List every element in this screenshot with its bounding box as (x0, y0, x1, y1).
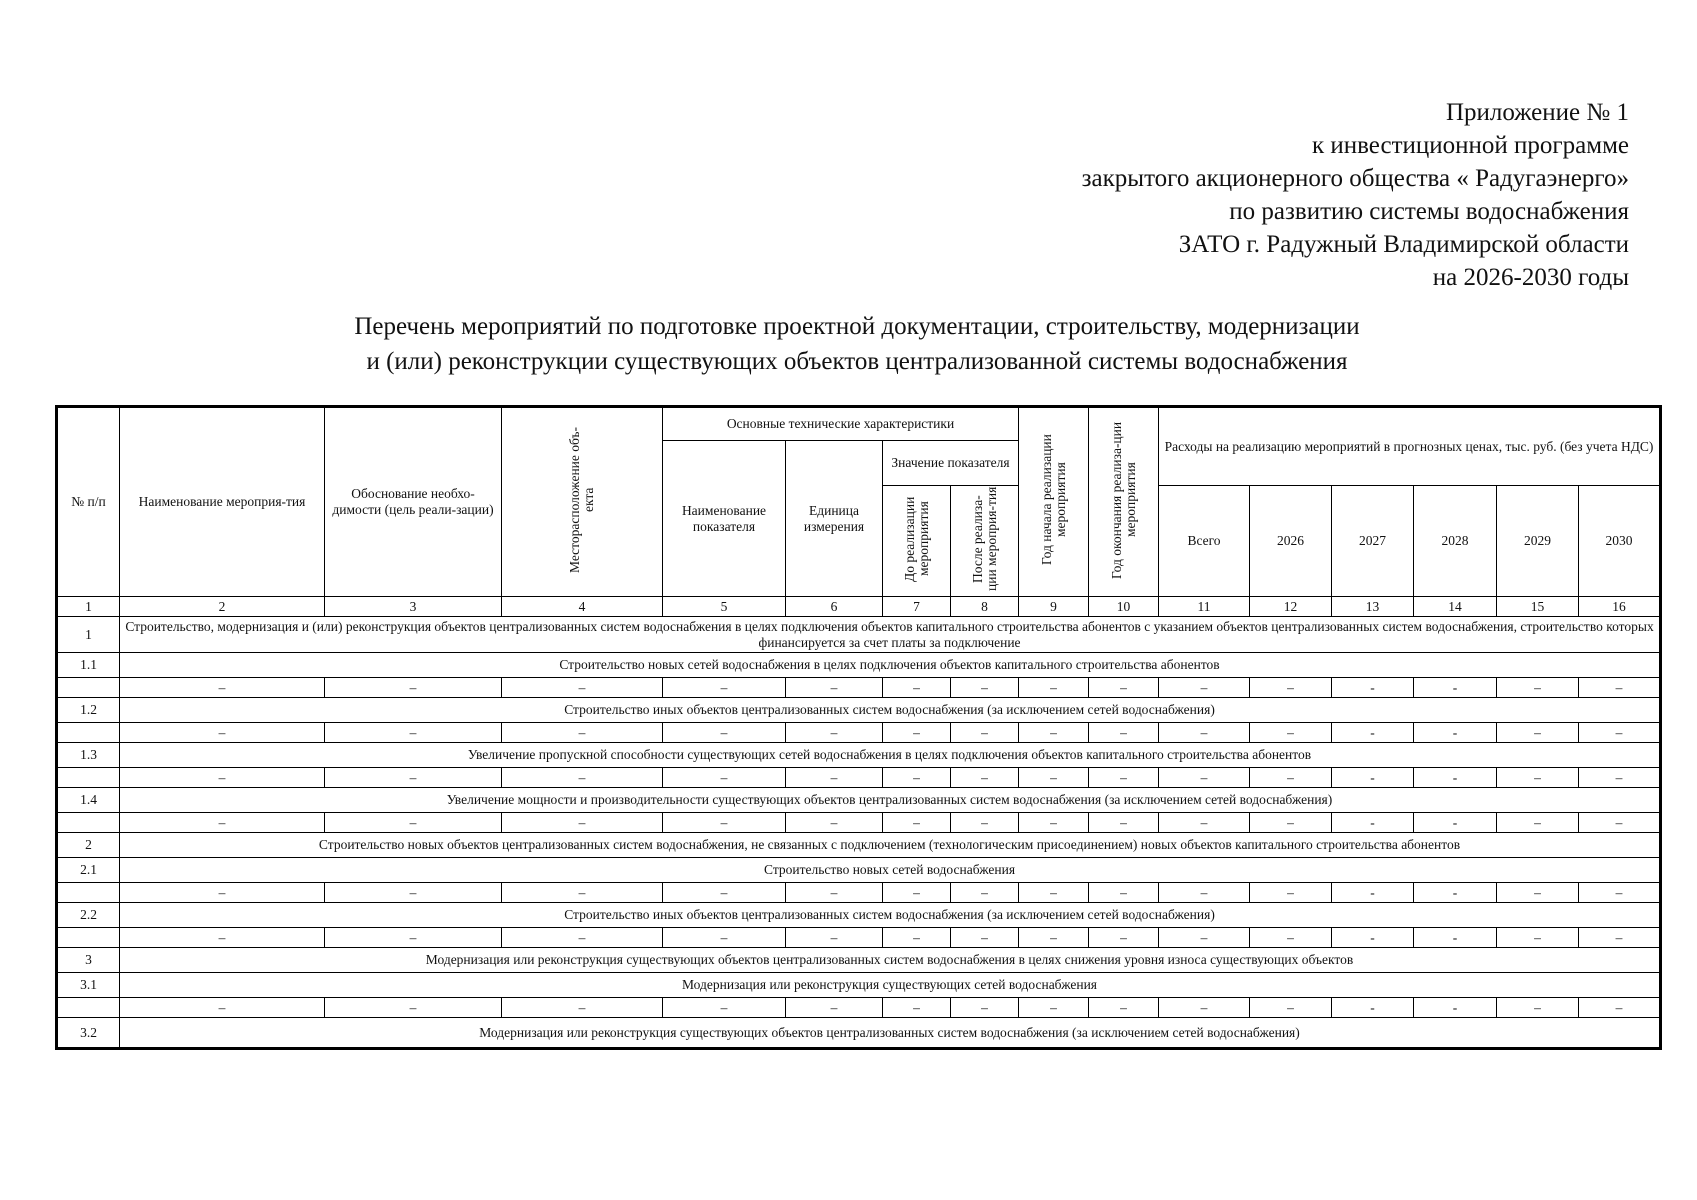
empty-cell: – (951, 928, 1019, 948)
empty-cell: – (1089, 813, 1159, 833)
empty-cell: – (1159, 678, 1250, 698)
empty-cell: – (120, 928, 325, 948)
empty-cell: – (120, 678, 325, 698)
empty-cell: – (951, 723, 1019, 743)
header-2029: 2029 (1497, 486, 1579, 597)
empty-cell: – (1019, 723, 1089, 743)
empty-cell: – (1250, 883, 1332, 903)
column-number: 2 (120, 597, 325, 617)
empty-cell: – (951, 813, 1019, 833)
section-row (58, 833, 1660, 858)
empty-cell: – (1250, 768, 1332, 788)
empty-cell (58, 883, 120, 903)
annex-line: по развитию системы водоснабжения (1229, 198, 1629, 225)
empty-cell: – (951, 678, 1019, 698)
empty-cell: – (1497, 813, 1579, 833)
empty-cell (58, 998, 120, 1018)
empty-cell: – (502, 723, 663, 743)
header-justification: Обоснование необхо-димости (цель реали-зации) (325, 408, 502, 597)
empty-cell: – (786, 723, 883, 743)
section-number: 2.2 (58, 903, 120, 928)
empty-cell: - (1332, 928, 1414, 948)
header-2026: 2026 (1250, 486, 1332, 597)
annex-line: Приложение № 1 (1445, 99, 1629, 126)
section-number: 1.1 (58, 653, 120, 678)
section-title: Модернизация или реконструкция существующих объектов централизованных систем водоснабжения в целях снижения уровня износа существующих объектов (120, 948, 1660, 973)
section-number: 2 (58, 833, 120, 858)
empty-cell: – (1159, 998, 1250, 1018)
empty-cell: – (786, 678, 883, 698)
empty-cell: – (951, 883, 1019, 903)
empty-cell: – (1497, 928, 1579, 948)
empty-cell: - (1332, 768, 1414, 788)
empty-row (58, 998, 1660, 1018)
section-title: Строительство иных объектов централизованных систем водоснабжения (за исключением сетей водоснабжения) (120, 698, 1660, 723)
header-before-text: До реализации мероприятия (901, 496, 931, 582)
empty-cell: – (1159, 883, 1250, 903)
column-number: 1 (58, 597, 120, 617)
column-number: 8 (951, 597, 1019, 617)
section-number: 3.2 (58, 1018, 120, 1048)
column-number: 11 (1159, 597, 1250, 617)
header-num: № п/п (58, 408, 120, 597)
section-row (58, 698, 1660, 723)
empty-cell: – (120, 768, 325, 788)
column-number: 9 (1019, 597, 1089, 617)
header-indicator-value: Значение показателя (883, 441, 1019, 486)
annex-line: ЗАТО г. Радужный Владимирской области (1178, 231, 1629, 258)
empty-row (58, 768, 1660, 788)
empty-row (58, 883, 1660, 903)
header-name: Наименование мероприя-тия (120, 408, 325, 597)
empty-cell: - (1332, 813, 1414, 833)
empty-cell: – (325, 813, 502, 833)
empty-cell: – (120, 723, 325, 743)
empty-cell: – (1497, 998, 1579, 1018)
empty-cell: – (883, 998, 951, 1018)
section-title: Строительство новых объектов централизованных систем водоснабжения, не связанных с подключением (технологическим присоединением) новых объектов капитального строительства абонентов (120, 833, 1660, 858)
section-number: 1.2 (58, 698, 120, 723)
empty-cell: – (325, 678, 502, 698)
empty-cell: – (1497, 723, 1579, 743)
section-title: Строительство новых сетей водоснабжения в целях подключения объектов капитального строительства абонентов (120, 653, 1660, 678)
empty-cell: – (663, 928, 786, 948)
empty-cell: – (786, 768, 883, 788)
annex-header (1082, 96, 1629, 294)
empty-cell: – (120, 813, 325, 833)
empty-cell: – (1250, 678, 1332, 698)
empty-cell: - (1332, 883, 1414, 903)
empty-cell: – (951, 768, 1019, 788)
column-number: 3 (325, 597, 502, 617)
header-costs: Расходы на реализацию мероприятий в прогнозных ценах, тыс. руб. (без учета НДС) (1159, 408, 1660, 486)
empty-cell: – (1019, 928, 1089, 948)
empty-cell: – (1497, 768, 1579, 788)
empty-cell: – (325, 928, 502, 948)
empty-cell: – (883, 768, 951, 788)
annex-line: на 2026-2030 годы (1432, 264, 1629, 291)
empty-cell: – (663, 723, 786, 743)
empty-cell: – (1019, 768, 1089, 788)
section-row (58, 788, 1660, 813)
empty-cell: – (1159, 813, 1250, 833)
empty-cell: - (1332, 678, 1414, 698)
header-year-end-text: Год окончания реализа-ции мероприятия (1108, 421, 1138, 579)
empty-cell: - (1414, 883, 1497, 903)
section-title: Увеличение мощности и производительности существующих объектов централизованных систем водоснабжения (за исключением сетей водоснабжения) (120, 788, 1660, 813)
section-number: 1 (58, 617, 120, 653)
title-line-2: и (или) реконструкции существующих объектов централизованной системы водоснабжения (366, 348, 1348, 375)
column-number: 15 (1497, 597, 1579, 617)
empty-cell: – (1579, 678, 1660, 698)
section-number: 1.4 (58, 788, 120, 813)
empty-cell: – (325, 723, 502, 743)
empty-cell: – (120, 998, 325, 1018)
empty-cell: – (663, 813, 786, 833)
column-number: 14 (1414, 597, 1497, 617)
empty-cell: – (1579, 723, 1660, 743)
column-number: 10 (1089, 597, 1159, 617)
header-total: Всего (1159, 486, 1250, 597)
section-title: Строительство, модернизация и (или) реконструкция объектов централизованных систем водоснабжения в целях подключения объектов капитального строительства абонентов с указанием объектов централизованных систем водоснабжения, строительство которых финансируется за счет платы за подключение (120, 617, 1660, 653)
header-2027: 2027 (1332, 486, 1414, 597)
column-number: 6 (786, 597, 883, 617)
header-year-end (1089, 408, 1159, 597)
column-number: 12 (1250, 597, 1332, 617)
empty-cell (58, 723, 120, 743)
empty-cell: – (1019, 883, 1089, 903)
empty-cell: – (1579, 883, 1660, 903)
empty-cell: – (1019, 813, 1089, 833)
empty-cell: – (786, 998, 883, 1018)
empty-cell: – (502, 813, 663, 833)
empty-row (58, 928, 1660, 948)
empty-cell: - (1414, 998, 1497, 1018)
empty-cell: – (325, 768, 502, 788)
empty-cell: – (1579, 998, 1660, 1018)
empty-cell (58, 813, 120, 833)
empty-cell: – (1250, 928, 1332, 948)
empty-cell: – (1019, 678, 1089, 698)
title-line-1: Перечень мероприятий по подготовке проектной документации, строительству, модернизации (354, 313, 1360, 340)
column-number: 13 (1332, 597, 1414, 617)
empty-cell: - (1414, 723, 1497, 743)
empty-cell: – (1089, 883, 1159, 903)
section-row (58, 903, 1660, 928)
empty-cell: – (663, 998, 786, 1018)
empty-cell: – (1497, 883, 1579, 903)
column-number: 16 (1579, 597, 1660, 617)
section-row (58, 617, 1660, 653)
column-number: 5 (663, 597, 786, 617)
header-after-text: После реализа-ции мероприя-тия (969, 486, 999, 592)
header-2028: 2028 (1414, 486, 1497, 597)
empty-cell: – (883, 723, 951, 743)
header-after (951, 486, 1019, 597)
section-row (58, 743, 1660, 768)
empty-cell: – (663, 678, 786, 698)
empty-cell: – (1579, 768, 1660, 788)
header-2030: 2030 (1579, 486, 1660, 597)
header-before (883, 486, 951, 597)
empty-cell: - (1414, 678, 1497, 698)
header-year-start (1019, 408, 1089, 597)
column-number: 4 (502, 597, 663, 617)
empty-row (58, 723, 1660, 743)
empty-cell: - (1414, 768, 1497, 788)
empty-cell: – (1089, 678, 1159, 698)
empty-cell: – (1089, 928, 1159, 948)
section-row (58, 948, 1660, 973)
empty-cell: – (1497, 678, 1579, 698)
column-number: 7 (883, 597, 951, 617)
empty-cell: – (502, 883, 663, 903)
section-number: 2.1 (58, 858, 120, 883)
empty-cell: – (502, 928, 663, 948)
empty-cell: – (1159, 723, 1250, 743)
section-number: 1.3 (58, 743, 120, 768)
empty-cell: – (1159, 928, 1250, 948)
header-tech: Основные технические характеристики (663, 408, 1019, 441)
empty-cell (58, 678, 120, 698)
empty-cell: – (1250, 813, 1332, 833)
empty-cell: – (502, 998, 663, 1018)
empty-cell: – (883, 928, 951, 948)
empty-cell: – (502, 768, 663, 788)
column-numbers-row (58, 597, 1660, 617)
header-indicator-name: Наименование показателя (663, 441, 786, 597)
section-row (58, 858, 1660, 883)
empty-cell: – (1579, 928, 1660, 948)
section-title: Модернизация или реконструкция существующих сетей водоснабжения (120, 973, 1660, 998)
empty-cell: - (1332, 723, 1414, 743)
section-row (58, 653, 1660, 678)
empty-cell: – (951, 998, 1019, 1018)
empty-cell: – (883, 883, 951, 903)
empty-cell (58, 928, 120, 948)
header-location-text: Месторасположение объ-екта (567, 427, 596, 574)
header-location (502, 408, 663, 597)
empty-cell: – (325, 883, 502, 903)
section-title: Строительство новых сетей водоснабжения (120, 858, 1660, 883)
empty-cell: – (1089, 998, 1159, 1018)
empty-cell: – (120, 883, 325, 903)
header-unit: Единица измерения (786, 441, 883, 597)
empty-cell: – (325, 998, 502, 1018)
empty-cell: – (883, 813, 951, 833)
empty-cell: – (1159, 768, 1250, 788)
empty-cell: – (502, 678, 663, 698)
empty-cell: - (1332, 998, 1414, 1018)
section-title: Строительство иных объектов централизованных систем водоснабжения (за исключением сетей водоснабжения) (120, 903, 1660, 928)
section-row (58, 1018, 1660, 1048)
header-year-start-text: Год начала реализации мероприятия (1038, 434, 1068, 566)
empty-cell: – (663, 768, 786, 788)
section-title: Увеличение пропускной способности существующих сетей водоснабжения в целях подключения объектов капитального строительства абонентов (120, 743, 1660, 768)
empty-cell: - (1414, 813, 1497, 833)
empty-cell: – (786, 813, 883, 833)
annex-line: закрытого акционерного общества « Радугаэнерго» (1081, 165, 1629, 192)
empty-cell: – (1250, 998, 1332, 1018)
section-number: 3.1 (58, 973, 120, 998)
empty-row (58, 678, 1660, 698)
empty-cell: – (786, 928, 883, 948)
section-number: 3 (58, 948, 120, 973)
measures-table (57, 407, 1660, 1048)
empty-cell: – (1579, 813, 1660, 833)
document-title (56, 309, 1658, 379)
empty-cell: – (1250, 723, 1332, 743)
empty-row (58, 813, 1660, 833)
section-title: Модернизация или реконструкция существующих объектов централизованных систем водоснабжения (за исключением сетей водоснабжения) (120, 1018, 1660, 1048)
empty-cell: – (1089, 768, 1159, 788)
section-row (58, 973, 1660, 998)
annex-line: к инвестиционной программе (1311, 132, 1629, 159)
empty-cell: – (1089, 723, 1159, 743)
empty-cell: - (1414, 928, 1497, 948)
empty-cell: – (883, 678, 951, 698)
empty-cell: – (1019, 998, 1089, 1018)
empty-cell (58, 768, 120, 788)
empty-cell: – (786, 883, 883, 903)
empty-cell: – (663, 883, 786, 903)
